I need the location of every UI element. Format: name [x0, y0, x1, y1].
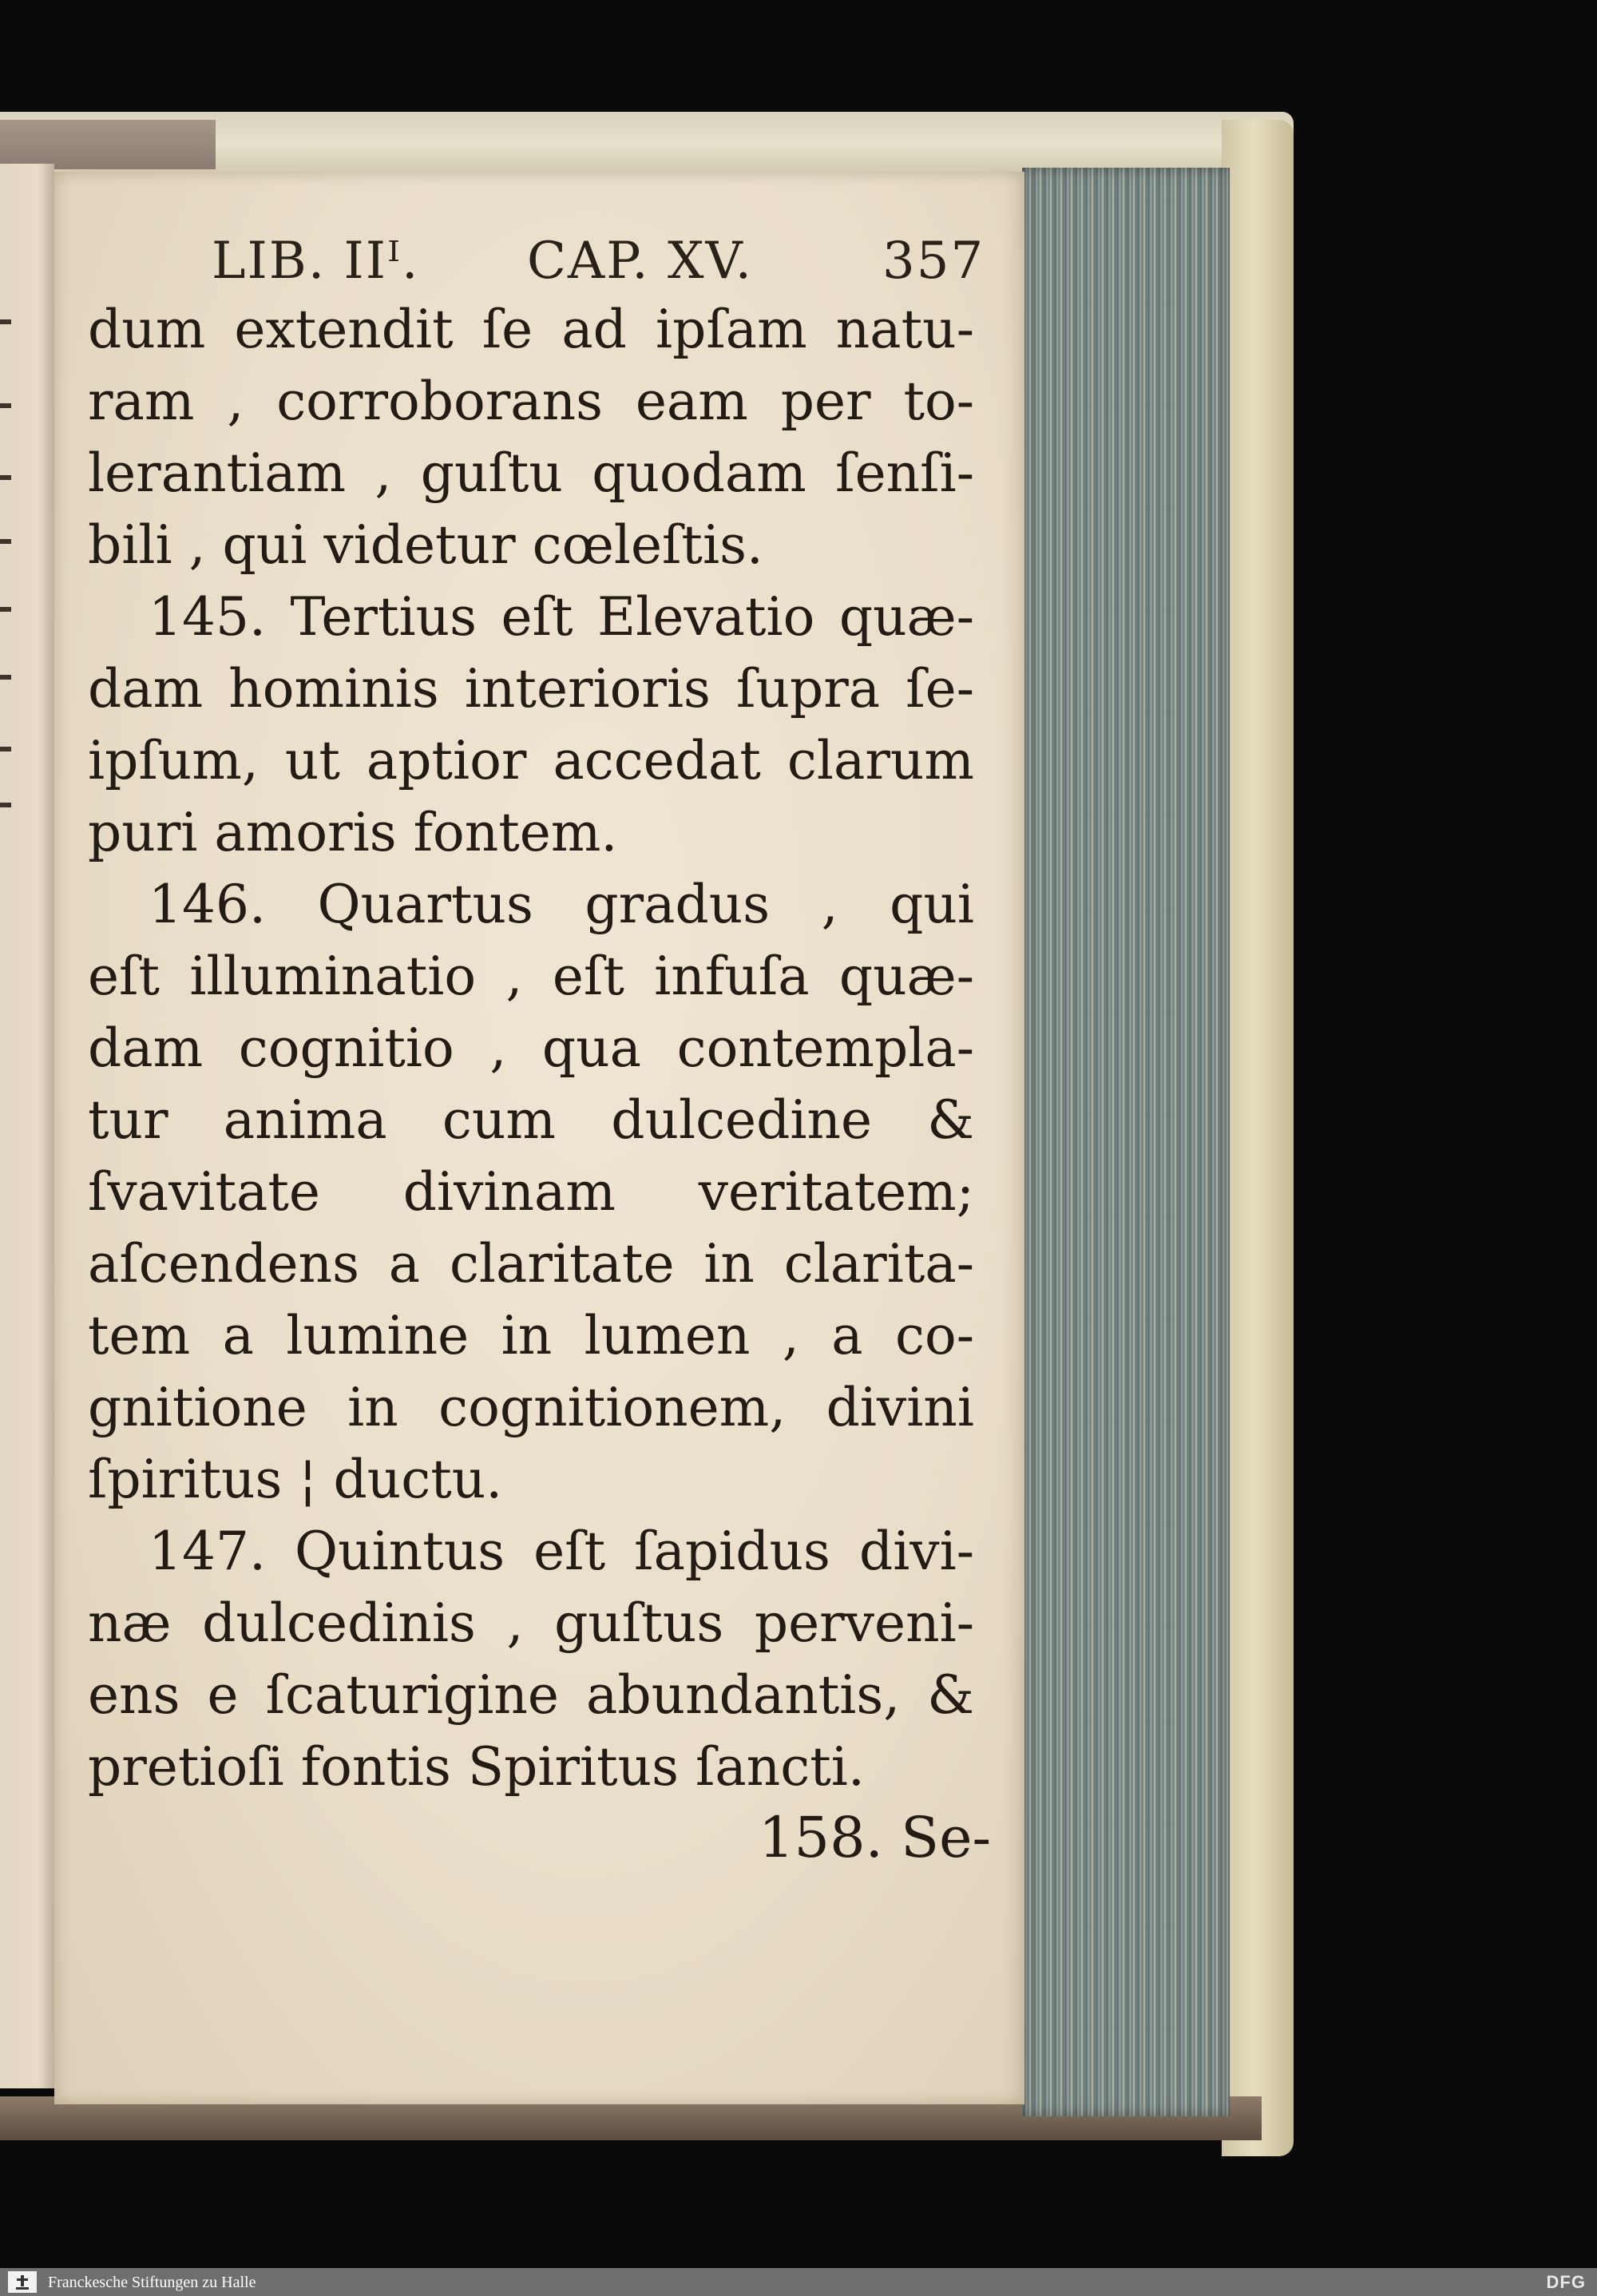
text-line: ipſum, ut aptior accedat clarum	[88, 730, 974, 791]
text-line: ens e ſcaturigine abundantis, &	[88, 1664, 974, 1726]
text-line: næ dulcedinis , guſtus perveni-	[88, 1592, 974, 1654]
text-line: tur anima cum dulcedine &	[88, 1089, 974, 1151]
page-number: 357	[882, 232, 985, 291]
text-line: dum extendit ſe ad ipſam natu-	[88, 299, 974, 360]
text-line: tem a lumine in lumen , a co-	[88, 1305, 974, 1366]
text-line: 147. Quintus eſt ſapidus divi-	[149, 1521, 974, 1582]
text-line: ſvavitate divinam veritatem;	[88, 1161, 974, 1223]
page-body-text	[88, 294, 974, 1803]
left-cover-edge	[0, 120, 216, 169]
text-line: lerantiam , guſtu quodam ſenſi-	[88, 442, 974, 504]
text-line: eſt illuminatio , eſt infuſa quæ-	[88, 946, 974, 1007]
text-line: puri amoris fontem.	[88, 802, 618, 863]
text-line: ſpiritus ¦ ductu.	[88, 1449, 503, 1510]
text-line: ram , corroborans eam per to-	[88, 371, 974, 432]
catchword: 158. Se-	[759, 1805, 992, 1870]
text-line: 145. Tertius eſt Elevatio quæ-	[149, 586, 974, 648]
footer-bar	[0, 2268, 1597, 2296]
running-header	[212, 232, 985, 295]
text-line: 146. Quartus gradus , qui	[149, 874, 974, 935]
header-chapter: CAP. XV.	[527, 232, 753, 291]
facing-page-edge	[0, 164, 54, 2088]
text-line: dam hominis interioris ſupra ſe-	[88, 658, 974, 720]
book-cover-right	[1222, 120, 1294, 2156]
text-line: pretioſi fontis Spiritus ſancti.	[88, 1736, 865, 1798]
institution-logo-icon	[8, 2271, 37, 2293]
dfg-logo: DFG	[1546, 2272, 1586, 2292]
institution-name: Franckesche Stiftungen zu Halle	[48, 2274, 256, 2291]
text-line: bili , qui videtur cœleſtis.	[88, 514, 763, 576]
text-line: gnitione in cognitionem, divini	[88, 1377, 974, 1438]
text-line: dam cognitio , qua contempla-	[88, 1017, 974, 1079]
header-book: LIB. IIᴵ.	[212, 232, 420, 291]
text-line: aſcendens a claritate in clarita-	[88, 1233, 974, 1295]
page-fore-edge	[1022, 168, 1230, 2116]
